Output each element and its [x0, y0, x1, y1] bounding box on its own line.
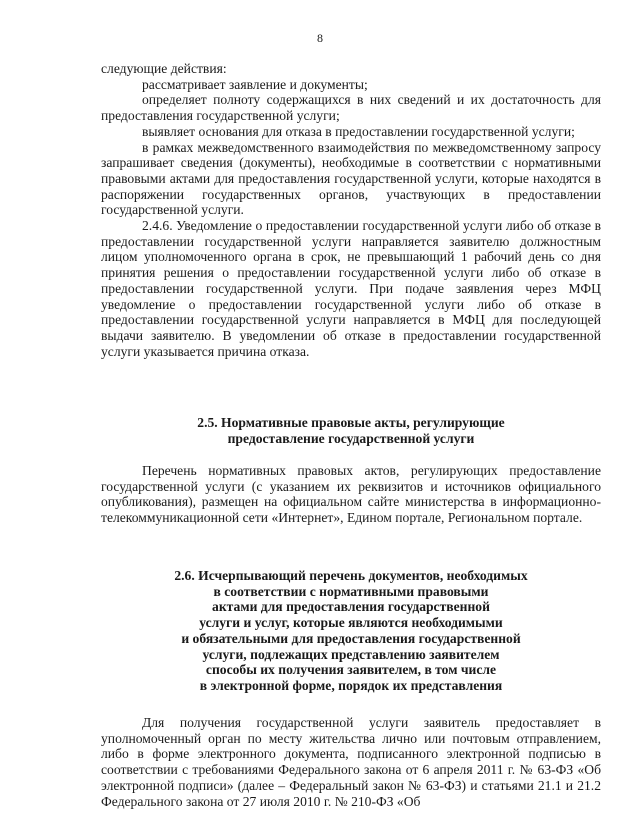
p-actions-intro: следующие действия:	[101, 61, 227, 76]
heading-line: 2.6. Исчерпывающий перечень документов, необходимых	[174, 568, 528, 583]
heading-line: услуги, подлежащих представлению заявителем	[202, 646, 500, 662]
p-action-grounds: выявляет основания для отказа в предоставлении государственной услуги;	[142, 123, 575, 139]
page-number: 8	[317, 31, 323, 45]
heading-line: 2.5. Нормативные правовые акты, регулирующие	[197, 415, 505, 430]
section-2-6-text: Для получения государственной услуги заявитель предоставляет в уполномоченный орган по месту жительства лично или почтовым отправлением, либо в форме электронного документа, подписанного электронной подписью в соответствии с требованиями Федерального закона от 6 апреля 2011 г. № 63-ФЗ «Об электронной подписи» (далее – Федеральный закон № 63-ФЗ) и статьями 21.1 и 21.2 Федерального закона от 27 июля 2010 г. № 210-ФЗ «Об	[101, 715, 601, 809]
heading-line: и обязательными для предоставления государственной	[181, 630, 521, 646]
section-2-5-heading	[101, 415, 601, 446]
heading-line: услуги и услуг, которые являются необходимыми	[199, 615, 503, 631]
section-2-6-heading	[101, 568, 601, 694]
p-action-interagency: в рамках межведомственного взаимодействия по межведомственному запросу запрашивает сведения (документы), необходимые в соответствии с нормативными правовыми актами для предоставления государственной услуги, которые находятся в распоряжении государственных органов, участвующих в предоставлении государственной услуги.	[101, 139, 601, 218]
p-action-completeness: определяет полноту содержащихся в них сведений и их достаточность для предоставления государственной услуги;	[101, 92, 601, 124]
heading-line: предоставление государственной услуги	[227, 430, 475, 446]
p-action-review: рассматривает заявление и документы;	[142, 76, 368, 92]
heading-line: актами для предоставления государственной	[212, 599, 490, 615]
heading-line: в электронной форме, порядок их представления	[199, 677, 503, 693]
p-2-4-6: 2.4.6. Уведомление о предоставлении государственной услуги либо об отказе в предоставлении государственной услуги направляется заявителю должностным лицом уполномоченного органа в срок, не превышающий 1 рабочий день со дня принятия решения о предоставлении государственной услуги либо об отказе в предоставлении государственной услуги. При подаче заявления через МФЦ уведомление о предоставлении государственной услуги либо об отказе в предоставлении государственной услуги направляется в МФЦ для последующей выдачи заявителю. В уведомлении об отказе в предоставлении государственной услуги указывается причина отказа.	[101, 218, 601, 359]
heading-line: способы их получения заявителем, в том числе	[205, 662, 497, 678]
procedure-actions-block	[101, 61, 601, 359]
heading-line: в соответствии с нормативными правовыми	[213, 583, 489, 599]
section-2-5-text: Перечень нормативных правовых актов, регулирующих предоставление государственной услуги (с указанием их реквизитов и источников официального опубликования), размещен на официальном сайте министерства в информационно-телекоммуникационной сети «Интернет», Едином портале, Региональном портале.	[101, 463, 601, 526]
